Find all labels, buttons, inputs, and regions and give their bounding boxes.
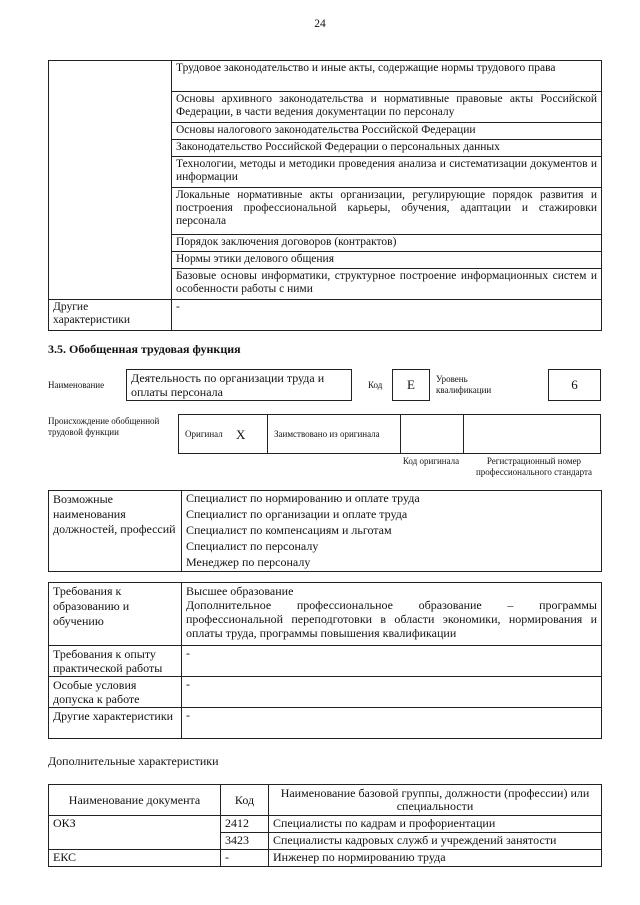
- section-title: 3.5. Обобщенная трудовая функция: [48, 342, 241, 356]
- header-name: Наименование базовой группы, должности (профессии) или специальности: [269, 785, 602, 816]
- original-code-cell: [401, 415, 464, 453]
- knowledge-item: Базовые основы информатики, структурное построение информационных систем и особенности работы с ними: [172, 269, 602, 300]
- knowledge-item: Технологии, методы и методики проведения анализа и систематизации документов и информации: [172, 157, 602, 188]
- header-doc: Наименование документа: [49, 785, 221, 816]
- table-row: [49, 61, 602, 92]
- other-characteristics-label: Другие характеристики: [49, 300, 172, 331]
- code-cell: -: [221, 850, 269, 867]
- name-label: Наименование: [48, 380, 105, 390]
- table-row: [49, 816, 602, 833]
- origin-table: [178, 414, 601, 454]
- level-label: Уровень квалификации: [436, 374, 492, 395]
- name-cell: Инженер по нормированию труда: [269, 850, 602, 867]
- original-label: Оригинал: [185, 429, 223, 439]
- table-row: [49, 646, 602, 677]
- qualification-level-value: 6: [548, 369, 601, 401]
- position-item: Специалист по нормированию и оплате труда: [182, 491, 602, 508]
- position-item: Специалист по организации и оплате труда: [182, 507, 602, 523]
- page-number: 24: [314, 18, 326, 30]
- knowledge-item: Трудовое законодательство и иные акты, содержащие нормы трудового права: [172, 61, 602, 92]
- knowledge-item: Основы архивного законодательства и нормативные правовые акты Российской Федерации, в части ведения документации по персоналу: [172, 92, 602, 123]
- function-code-value: E: [392, 369, 430, 401]
- knowledge-item: Законодательство Российской Федерации о персональных данных: [172, 140, 602, 157]
- knowledge-table: [48, 60, 602, 331]
- table-row: [49, 677, 602, 708]
- function-name-value: Деятельность по организации труда и оплаты персонала: [126, 369, 352, 401]
- education-label: Требования к образованию и обучению: [49, 583, 182, 646]
- borrowed-cell: [268, 415, 401, 453]
- admission-conditions-label: Особые условия допуска к работе: [49, 677, 182, 708]
- position-item: Специалист по компенсациям и льготам: [182, 523, 602, 539]
- original-cell: [179, 415, 268, 453]
- knowledge-label-cell: [49, 61, 172, 300]
- education-line: Высшее образование: [186, 584, 294, 598]
- other-characteristics-value: -: [172, 300, 602, 331]
- other-characteristics-label: Другие характеристики: [49, 708, 182, 739]
- experience-value: -: [182, 646, 602, 677]
- borrowed-label: Заимствовано из оригинала: [274, 429, 380, 439]
- knowledge-item: Основы налогового законодательства Российской Федерации: [172, 123, 602, 140]
- positions-table: [48, 490, 602, 572]
- additional-title: Дополнительные характеристики: [48, 754, 219, 768]
- original-mark: X: [236, 427, 246, 442]
- position-item: Специалист по персоналу: [182, 539, 602, 555]
- positions-label: Возможные наименования должностей, профессий: [49, 491, 182, 572]
- position-item: Менеджер по персоналу: [182, 555, 602, 572]
- name-cell: Специалисты по кадрам и профориентации: [269, 816, 602, 833]
- code-cell: 2412: [221, 816, 269, 833]
- doc-cell: ОКЗ: [49, 816, 221, 850]
- code-cell: 3423: [221, 833, 269, 850]
- knowledge-item: Локальные нормативные акты организации, регулирующие порядок развития и построения профессиональной карьеры, обучения, адаптации и стажировки персонала: [172, 188, 602, 235]
- knowledge-item: Порядок заключения договоров (контрактов): [172, 235, 602, 252]
- education-value: [182, 583, 602, 646]
- requirements-table: [48, 582, 602, 739]
- registration-number-caption: Регистрационный номер профессионального стандарта: [475, 456, 593, 477]
- table-row: [49, 850, 602, 867]
- table-row: [49, 708, 602, 739]
- additional-table: [48, 784, 602, 867]
- experience-label: Требования к опыту практической работы: [49, 646, 182, 677]
- origin-label: Происхождение обобщенной трудовой функции: [48, 416, 160, 437]
- other-characteristics-value: -: [182, 708, 602, 739]
- table-row: [49, 491, 602, 508]
- table-row: [49, 300, 602, 331]
- code-original-caption: Код оригинала: [402, 456, 460, 466]
- table-header-row: [49, 785, 602, 816]
- doc-cell: ЕКС: [49, 850, 221, 867]
- code-label: Код: [368, 380, 383, 390]
- table-row: [49, 583, 602, 646]
- admission-conditions-value: -: [182, 677, 602, 708]
- knowledge-item: Нормы этики делового общения: [172, 252, 602, 269]
- education-line: Дополнительное профессиональное образование – программы профессиональной переподготовки в области экономики, нормирования и оплаты труда, программы повышения квалификации: [186, 598, 597, 640]
- name-cell: Специалисты кадровых служб и учреждений занятости: [269, 833, 602, 850]
- header-code: Код: [221, 785, 269, 816]
